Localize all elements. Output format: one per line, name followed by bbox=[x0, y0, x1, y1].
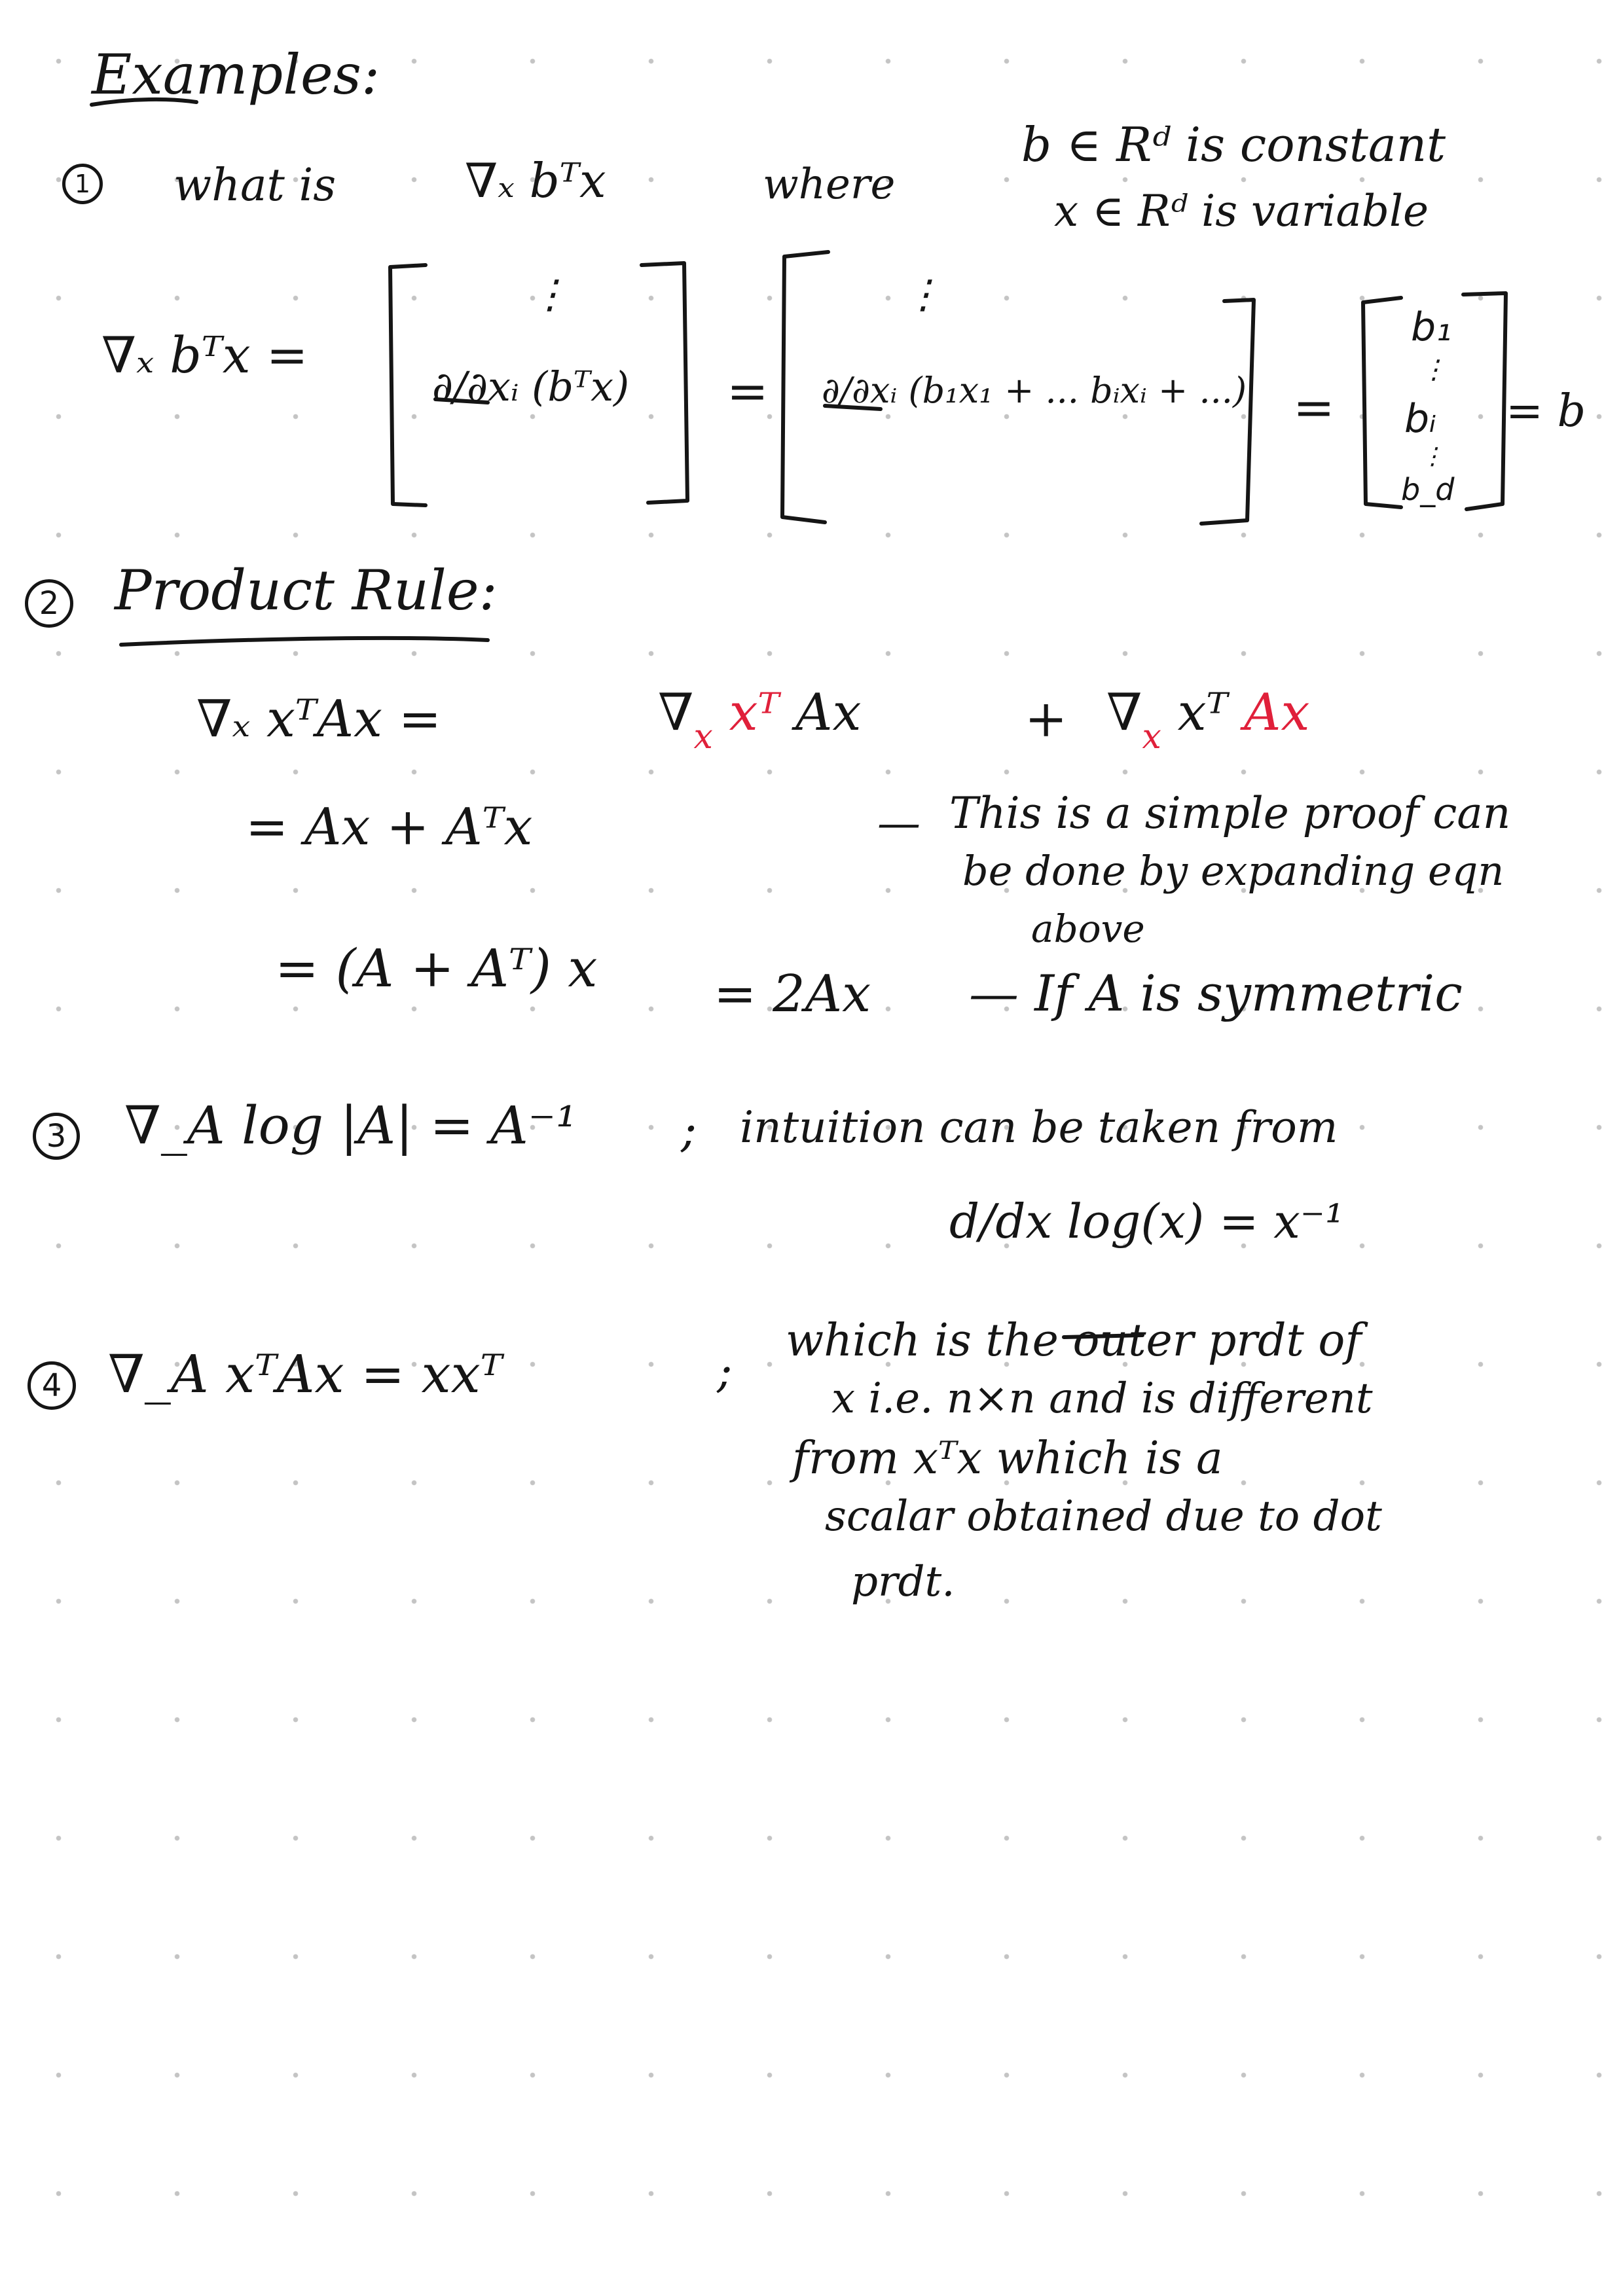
ex2-line3-note: — If A is symmetric bbox=[969, 964, 1463, 1022]
ex1-matrix1-dots: ⋮ bbox=[530, 272, 570, 317]
ex1-matrix3-bi: bᵢ bbox=[1404, 396, 1436, 442]
ex1-matrix1-entry: ∂/∂xᵢ (bᵀx) bbox=[432, 363, 630, 410]
ex3-note-line2: d/dx log(x) = x⁻¹ bbox=[949, 1194, 1344, 1249]
example-1-number: 1 bbox=[62, 164, 103, 204]
ex2-note-dash: — bbox=[877, 798, 921, 848]
ex1-question: what is bbox=[173, 160, 337, 211]
ex1-matrix3-bd: b_d bbox=[1401, 472, 1455, 507]
ex1-matrix3-b1: b₁ bbox=[1411, 304, 1452, 350]
ex2-term1-sub-x: x bbox=[693, 717, 713, 757]
ex2-note-line3: above bbox=[1031, 906, 1145, 951]
ex2-line3: = (A + Aᵀ) x bbox=[275, 938, 598, 999]
ex1-equals-1: = bbox=[727, 362, 769, 420]
ex2-line1-lhs: ∇ₓ xᵀAx = bbox=[196, 690, 442, 749]
ex2-note-line1: This is a simple proof can bbox=[949, 788, 1511, 838]
ex2-term2-sub-x: x bbox=[1142, 717, 1161, 757]
example-3-number: 3 bbox=[33, 1113, 80, 1160]
ex2-term1-nabla: ∇ bbox=[658, 683, 694, 742]
ex2-term2-nabla: ∇ bbox=[1106, 683, 1142, 742]
ex4-separator: ; bbox=[717, 1344, 733, 1398]
ex2-line3-2Ax: = 2Ax bbox=[714, 965, 871, 1024]
ex1-condition-x: x ∈ Rᵈ is variable bbox=[1054, 186, 1429, 236]
ex2-note-line2: be done by expanding eqn bbox=[962, 847, 1504, 895]
ex4-expression: ∇_A xᵀAx = xxᵀ bbox=[108, 1344, 503, 1405]
ex1-matrix3-dots-1: ⋮ bbox=[1421, 355, 1447, 385]
example-4-number: 4 bbox=[27, 1361, 76, 1410]
ex2-line1-plus: + bbox=[1025, 690, 1068, 749]
ex1-condition-b: b ∈ Rᵈ is constant bbox=[1021, 117, 1446, 172]
example-2-number: 2 bbox=[25, 579, 73, 628]
ex1-expression: ∇ₓ bᵀx bbox=[465, 153, 606, 208]
ex1-equals-2: = bbox=[1293, 378, 1335, 437]
ex2-term1-Ax: Ax bbox=[795, 683, 862, 742]
ex2-term2-xT: xᵀ bbox=[1177, 683, 1228, 742]
ex2-term2-Ax: Ax bbox=[1244, 683, 1310, 742]
ex3-separator: ; bbox=[681, 1102, 697, 1157]
ex4-note-line4: scalar obtained due to dot bbox=[825, 1492, 1382, 1541]
ex1-matrix2-dots: ⋮ bbox=[903, 272, 943, 317]
ex4-note-line2: x i.e. n×n and is different bbox=[831, 1374, 1373, 1423]
ex4-note-line1: which is the outer prdt of bbox=[786, 1315, 1362, 1367]
ex1-result: = b bbox=[1506, 386, 1586, 437]
ex2-line2: = Ax + Aᵀx bbox=[246, 798, 533, 857]
ex4-note-line5: prdt. bbox=[851, 1558, 955, 1606]
ex1-matrix3-dots-2: ⋮ bbox=[1421, 443, 1444, 470]
ex1-matrix2-entry: ∂/∂xᵢ (b₁x₁ + ... bᵢxᵢ + ...) bbox=[822, 370, 1247, 411]
ex1-where: where bbox=[763, 160, 896, 209]
ex4-note-line3: from xᵀx which is a bbox=[792, 1433, 1223, 1484]
ex2-term1-xT: xᵀ bbox=[729, 683, 780, 742]
ex2-heading: Product Rule: bbox=[115, 558, 498, 622]
page-title: Examples: bbox=[92, 43, 380, 107]
ex1-gradient-lhs: ∇ₓ bᵀx = bbox=[101, 326, 308, 384]
ex3-expression: ∇_A log |A| = A⁻¹ bbox=[124, 1095, 577, 1156]
ex3-note-line1: intuition can be taken from bbox=[740, 1102, 1338, 1153]
